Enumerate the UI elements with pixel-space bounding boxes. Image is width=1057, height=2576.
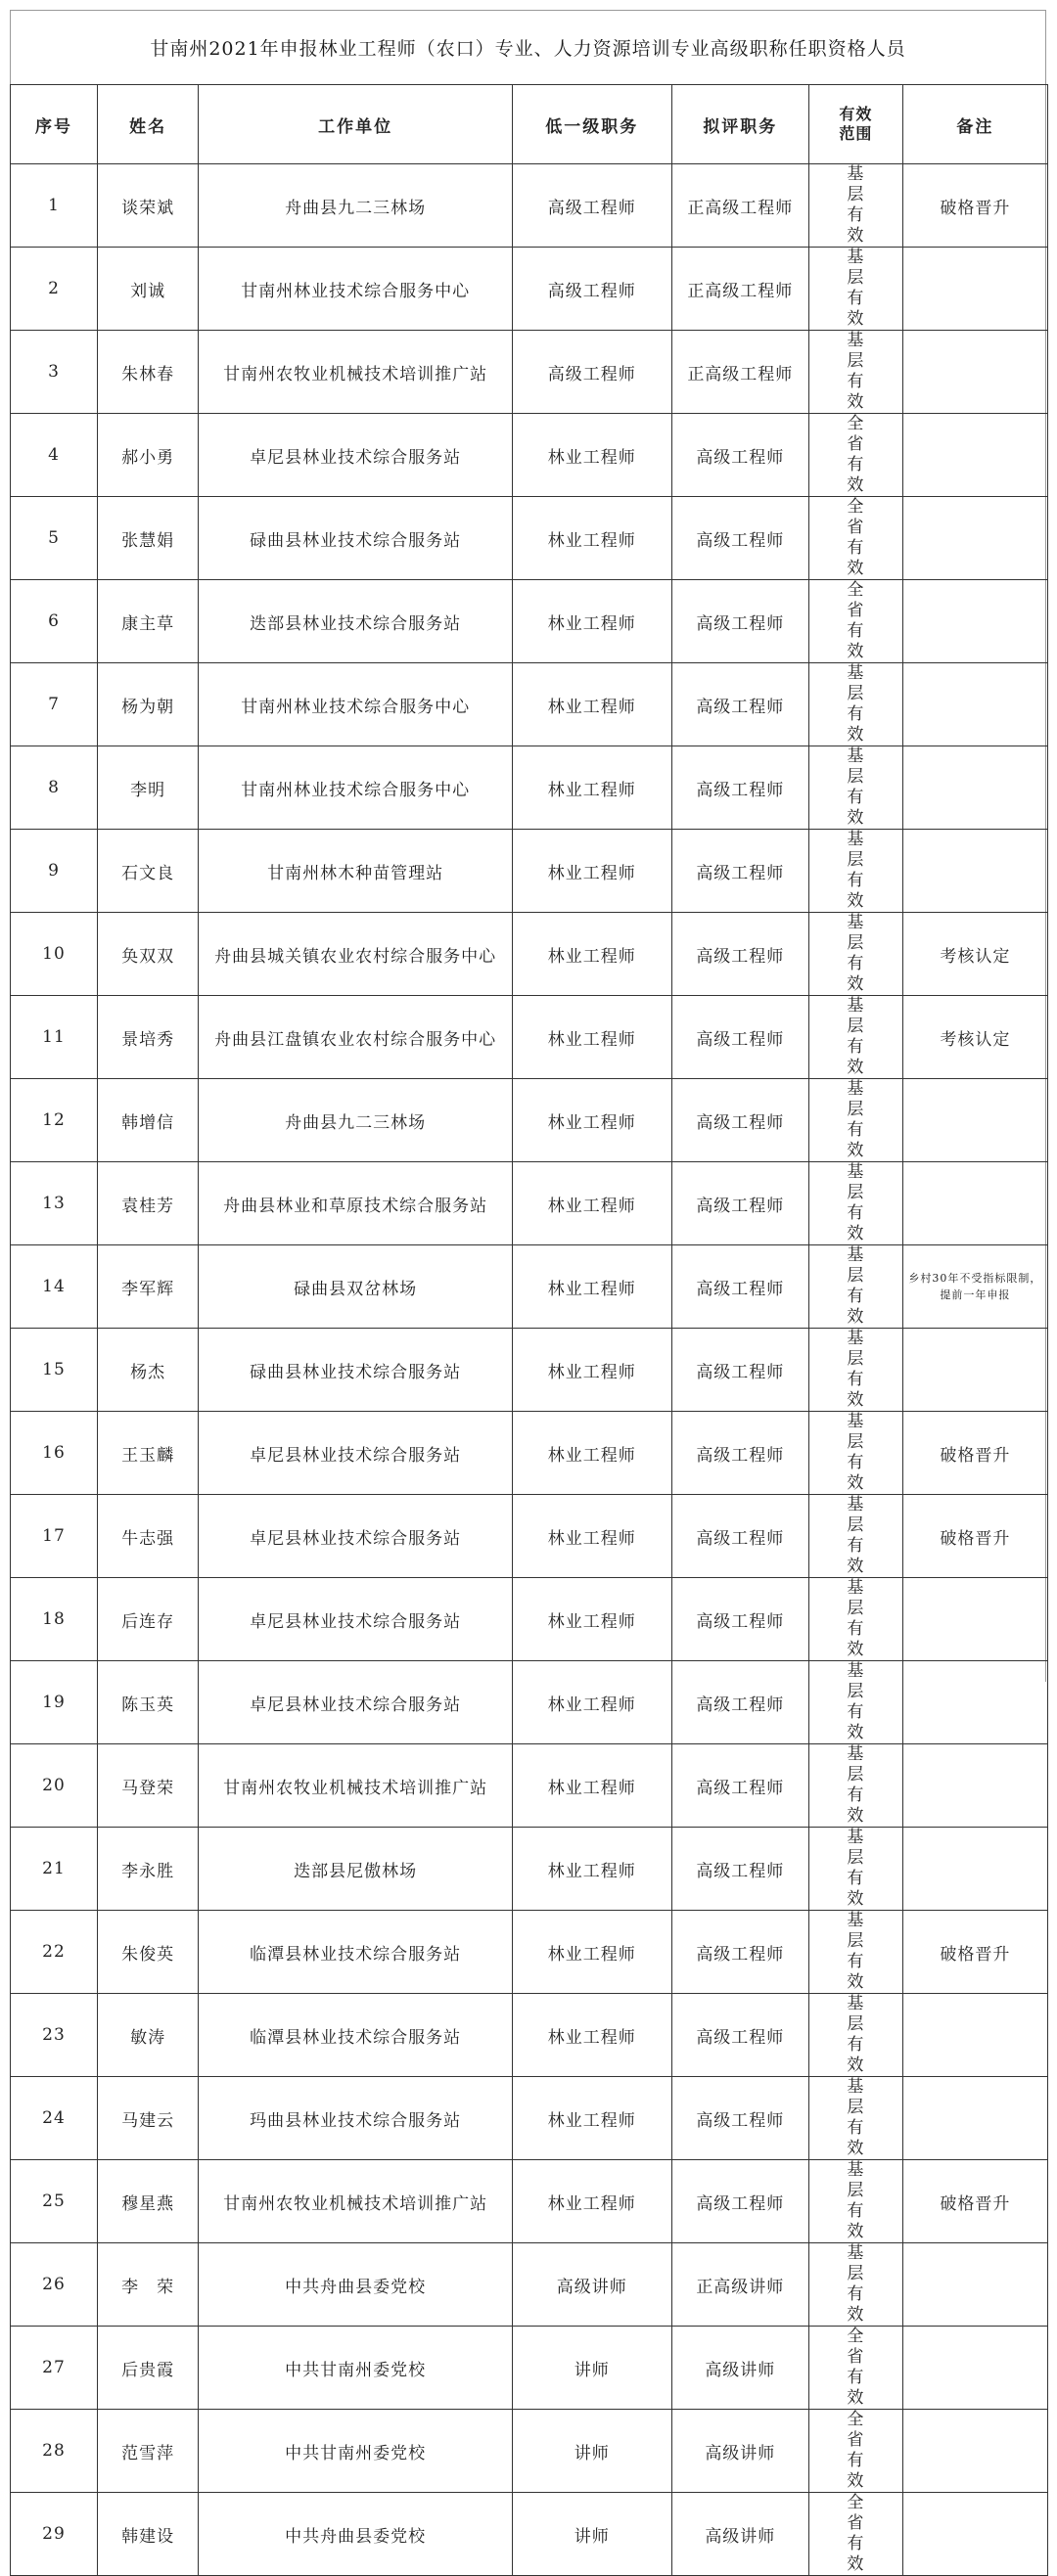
table-row bbox=[11, 2410, 1048, 2493]
cell-unit: 临潭县林业技术综合服务站 bbox=[199, 1994, 513, 2077]
cell-scope bbox=[809, 1079, 903, 1162]
table-row bbox=[11, 746, 1048, 830]
cell-unit: 卓尼县林业技术综合服务站 bbox=[199, 1412, 513, 1495]
cell-no: 13 bbox=[11, 1162, 98, 1245]
cell-target-title: 高级工程师 bbox=[671, 2077, 809, 2160]
cell-name: 康主草 bbox=[97, 580, 198, 663]
cell-prev-title: 讲师 bbox=[512, 2327, 671, 2410]
cell-prev-title: 林业工程师 bbox=[512, 1911, 671, 1994]
table-row bbox=[11, 830, 1048, 913]
cell-name: 李永胜 bbox=[97, 1828, 198, 1911]
cell-target-title: 高级讲师 bbox=[671, 2410, 809, 2493]
cell-no: 18 bbox=[11, 1578, 98, 1661]
cell-scope bbox=[809, 1495, 903, 1578]
header-scope bbox=[809, 85, 903, 164]
cell-no: 22 bbox=[11, 1911, 98, 1994]
cell-no: 19 bbox=[11, 1661, 98, 1744]
table-row bbox=[11, 1245, 1048, 1329]
cell-unit: 卓尼县林业技术综合服务站 bbox=[199, 414, 513, 497]
cell-name: 袁桂芳 bbox=[97, 1162, 198, 1245]
cell-name: 刘诚 bbox=[97, 248, 198, 331]
table-row bbox=[11, 1495, 1048, 1578]
cell-unit: 舟曲县九二三林场 bbox=[199, 1079, 513, 1162]
cell-scope bbox=[809, 2327, 903, 2410]
cell-prev-title: 林业工程师 bbox=[512, 1245, 671, 1329]
cell-no: 9 bbox=[11, 830, 98, 913]
cell-scope-text: 基层有效 bbox=[847, 1578, 865, 1659]
cell-unit: 甘南州林业技术综合服务中心 bbox=[199, 746, 513, 830]
cell-prev-title: 林业工程师 bbox=[512, 1162, 671, 1245]
cell-scope bbox=[809, 248, 903, 331]
cell-prev-title: 林业工程师 bbox=[512, 1828, 671, 1911]
cell-note: 乡村30年不受指标限制，提前一年申报 bbox=[902, 1245, 1047, 1329]
cell-name: 后连存 bbox=[97, 1578, 198, 1661]
cell-scope-text: 基层有效 bbox=[847, 248, 865, 329]
cell-scope-text: 基层有效 bbox=[847, 1661, 865, 1742]
table-row bbox=[11, 1661, 1048, 1744]
cell-prev-title: 林业工程师 bbox=[512, 830, 671, 913]
cell-prev-title: 林业工程师 bbox=[512, 580, 671, 663]
cell-unit: 甘南州林木种苗管理站 bbox=[199, 830, 513, 913]
cell-prev-title: 林业工程师 bbox=[512, 1079, 671, 1162]
cell-scope-text: 基层有效 bbox=[847, 1495, 865, 1576]
table-row bbox=[11, 913, 1048, 996]
table-row bbox=[11, 1994, 1048, 2077]
cell-note bbox=[902, 1661, 1047, 1744]
cell-scope bbox=[809, 1744, 903, 1828]
table-row bbox=[11, 663, 1048, 746]
cell-scope-text: 基层有效 bbox=[847, 996, 865, 1077]
cell-name: 谈荣斌 bbox=[97, 164, 198, 248]
cell-note: 破格晋升 bbox=[902, 1495, 1047, 1578]
cell-scope bbox=[809, 1162, 903, 1245]
cell-name: 朱俊英 bbox=[97, 1911, 198, 1994]
cell-note: 考核认定 bbox=[902, 913, 1047, 996]
cell-note bbox=[902, 2077, 1047, 2160]
cell-unit: 舟曲县林业和草原技术综合服务站 bbox=[199, 1162, 513, 1245]
cell-prev-title: 林业工程师 bbox=[512, 2160, 671, 2243]
cell-name: 杨为朝 bbox=[97, 663, 198, 746]
cell-no: 10 bbox=[11, 913, 98, 996]
cell-name: 马建云 bbox=[97, 2077, 198, 2160]
cell-unit: 舟曲县九二三林场 bbox=[199, 164, 513, 248]
cell-note bbox=[902, 2327, 1047, 2410]
cell-unit: 卓尼县林业技术综合服务站 bbox=[199, 1661, 513, 1744]
cell-note bbox=[902, 830, 1047, 913]
cell-prev-title: 林业工程师 bbox=[512, 414, 671, 497]
cell-target-title: 高级工程师 bbox=[671, 1495, 809, 1578]
table-row bbox=[11, 2160, 1048, 2243]
cell-name: 张慧娟 bbox=[97, 497, 198, 580]
cell-note: 破格晋升 bbox=[902, 1911, 1047, 1994]
cell-prev-title: 高级讲师 bbox=[512, 2243, 671, 2327]
cell-no: 23 bbox=[11, 1994, 98, 2077]
table-row bbox=[11, 1744, 1048, 1828]
cell-prev-title: 林业工程师 bbox=[512, 996, 671, 1079]
cell-unit: 碌曲县林业技术综合服务站 bbox=[199, 497, 513, 580]
cell-note: 破格晋升 bbox=[902, 164, 1047, 248]
cell-scope bbox=[809, 913, 903, 996]
cell-scope bbox=[809, 1578, 903, 1661]
cell-target-title: 高级工程师 bbox=[671, 996, 809, 1079]
table-row bbox=[11, 1412, 1048, 1495]
header-name: 姓名 bbox=[97, 85, 198, 164]
cell-scope bbox=[809, 331, 903, 414]
cell-unit: 卓尼县林业技术综合服务站 bbox=[199, 1495, 513, 1578]
cell-prev-title: 高级工程师 bbox=[512, 164, 671, 248]
cell-note bbox=[902, 248, 1047, 331]
cell-scope-text: 全省有效 bbox=[847, 2493, 865, 2574]
cell-target-title: 高级讲师 bbox=[671, 2327, 809, 2410]
cell-note bbox=[902, 1578, 1047, 1661]
cell-target-title: 高级工程师 bbox=[671, 746, 809, 830]
cell-name: 穆星燕 bbox=[97, 2160, 198, 2243]
cell-scope-text: 基层有效 bbox=[847, 663, 865, 745]
cell-prev-title: 林业工程师 bbox=[512, 746, 671, 830]
cell-name: 景培秀 bbox=[97, 996, 198, 1079]
cell-scope bbox=[809, 746, 903, 830]
cell-scope-text: 全省有效 bbox=[847, 580, 865, 661]
cell-note bbox=[902, 663, 1047, 746]
table-row bbox=[11, 1578, 1048, 1661]
table-row bbox=[11, 1911, 1048, 1994]
cell-unit: 甘南州农牧业机械技术培训推广站 bbox=[199, 331, 513, 414]
cell-scope bbox=[809, 830, 903, 913]
cell-name: 李军辉 bbox=[97, 1245, 198, 1329]
cell-no: 7 bbox=[11, 663, 98, 746]
cell-target-title: 正高级工程师 bbox=[671, 331, 809, 414]
cell-prev-title: 高级工程师 bbox=[512, 331, 671, 414]
cell-no: 24 bbox=[11, 2077, 98, 2160]
cell-target-title: 高级工程师 bbox=[671, 497, 809, 580]
cell-scope-text: 基层有效 bbox=[847, 746, 865, 828]
cell-scope bbox=[809, 414, 903, 497]
cell-no: 20 bbox=[11, 1744, 98, 1828]
cell-no: 1 bbox=[11, 164, 98, 248]
cell-name: 后贵霞 bbox=[97, 2327, 198, 2410]
cell-target-title: 高级工程师 bbox=[671, 830, 809, 913]
cell-unit: 舟曲县城关镇农业农村综合服务中心 bbox=[199, 913, 513, 996]
cell-scope-text: 基层有效 bbox=[847, 2077, 865, 2158]
cell-name: 韩增信 bbox=[97, 1079, 198, 1162]
cell-scope bbox=[809, 1329, 903, 1412]
cell-scope-text: 基层有效 bbox=[847, 1828, 865, 1909]
cell-scope bbox=[809, 2243, 903, 2327]
cell-note: 考核认定 bbox=[902, 996, 1047, 1079]
cell-prev-title: 林业工程师 bbox=[512, 1412, 671, 1495]
table-row bbox=[11, 580, 1048, 663]
table-row bbox=[11, 164, 1048, 248]
table-row bbox=[11, 1329, 1048, 1412]
cell-no: 3 bbox=[11, 331, 98, 414]
cell-no: 14 bbox=[11, 1245, 98, 1329]
cell-unit: 甘南州农牧业机械技术培训推广站 bbox=[199, 1744, 513, 1828]
table-row bbox=[11, 1828, 1048, 1911]
cell-target-title: 正高级讲师 bbox=[671, 2243, 809, 2327]
table-row bbox=[11, 1162, 1048, 1245]
cell-scope bbox=[809, 663, 903, 746]
cell-prev-title: 林业工程师 bbox=[512, 1661, 671, 1744]
header-note: 备注 bbox=[902, 85, 1047, 164]
table-row bbox=[11, 2493, 1048, 2576]
cell-unit: 甘南州农牧业机械技术培训推广站 bbox=[199, 2160, 513, 2243]
cell-no: 29 bbox=[11, 2493, 98, 2576]
cell-scope bbox=[809, 580, 903, 663]
cell-scope bbox=[809, 164, 903, 248]
cell-unit: 中共甘南州委党校 bbox=[199, 2327, 513, 2410]
cell-target-title: 高级工程师 bbox=[671, 1079, 809, 1162]
cell-prev-title: 林业工程师 bbox=[512, 2077, 671, 2160]
table-header-row bbox=[11, 85, 1048, 164]
cell-unit: 中共舟曲县委党校 bbox=[199, 2493, 513, 2576]
cell-scope-text: 基层有效 bbox=[847, 2243, 865, 2325]
table-row bbox=[11, 1079, 1048, 1162]
cell-scope bbox=[809, 2493, 903, 2576]
table-body bbox=[11, 164, 1048, 2576]
cell-no: 15 bbox=[11, 1329, 98, 1412]
cell-target-title: 正高级工程师 bbox=[671, 248, 809, 331]
cell-note: 破格晋升 bbox=[902, 2160, 1047, 2243]
cell-name: 郝小勇 bbox=[97, 414, 198, 497]
cell-prev-title: 林业工程师 bbox=[512, 1495, 671, 1578]
cell-scope-text: 全省有效 bbox=[847, 2327, 865, 2408]
cell-scope bbox=[809, 1245, 903, 1329]
cell-name: 王玉麟 bbox=[97, 1412, 198, 1495]
cell-target-title: 高级工程师 bbox=[671, 1412, 809, 1495]
cell-scope bbox=[809, 1911, 903, 1994]
cell-scope bbox=[809, 2410, 903, 2493]
cell-name: 杨杰 bbox=[97, 1329, 198, 1412]
cell-target-title: 高级工程师 bbox=[671, 663, 809, 746]
cell-no: 27 bbox=[11, 2327, 98, 2410]
cell-target-title: 高级工程师 bbox=[671, 1744, 809, 1828]
table-row bbox=[11, 2243, 1048, 2327]
header-no: 序号 bbox=[11, 85, 98, 164]
cell-prev-title: 林业工程师 bbox=[512, 663, 671, 746]
cell-no: 12 bbox=[11, 1079, 98, 1162]
cell-name: 牛志强 bbox=[97, 1495, 198, 1578]
cell-note bbox=[902, 1828, 1047, 1911]
cell-name: 陈玉英 bbox=[97, 1661, 198, 1744]
cell-scope-text: 基层有效 bbox=[847, 164, 865, 246]
cell-scope bbox=[809, 2077, 903, 2160]
cell-note bbox=[902, 331, 1047, 414]
cell-no: 17 bbox=[11, 1495, 98, 1578]
cell-scope-text: 基层有效 bbox=[847, 1245, 865, 1327]
cell-scope-text: 基层有效 bbox=[847, 1162, 865, 1243]
cell-unit: 甘南州林业技术综合服务中心 bbox=[199, 248, 513, 331]
cell-note bbox=[902, 2493, 1047, 2576]
cell-target-title: 高级讲师 bbox=[671, 2493, 809, 2576]
cell-scope-text: 基层有效 bbox=[847, 1744, 865, 1826]
cell-name: 马登荣 bbox=[97, 1744, 198, 1828]
cell-scope-text: 基层有效 bbox=[847, 1079, 865, 1160]
cell-target-title: 正高级工程师 bbox=[671, 164, 809, 248]
cell-scope bbox=[809, 1994, 903, 2077]
cell-prev-title: 讲师 bbox=[512, 2410, 671, 2493]
cell-unit: 碌曲县双岔林场 bbox=[199, 1245, 513, 1329]
table-row bbox=[11, 2327, 1048, 2410]
cell-unit: 迭部县林业技术综合服务站 bbox=[199, 580, 513, 663]
cell-no: 4 bbox=[11, 414, 98, 497]
cell-prev-title: 林业工程师 bbox=[512, 1578, 671, 1661]
cell-prev-title: 高级工程师 bbox=[512, 248, 671, 331]
cell-scope-text: 基层有效 bbox=[847, 2160, 865, 2241]
header-target-title: 拟评职务 bbox=[671, 85, 809, 164]
document-title: 甘南州2021年申报林业工程师（农口）专业、人力资源培训专业高级职称任职资格人员 bbox=[150, 37, 906, 60]
cell-name: 范雪萍 bbox=[97, 2410, 198, 2493]
cell-note bbox=[902, 1329, 1047, 1412]
header-scope-label: 有效 范围 bbox=[839, 105, 873, 143]
cell-target-title: 高级工程师 bbox=[671, 1162, 809, 1245]
cell-scope bbox=[809, 497, 903, 580]
cell-name: 朱林春 bbox=[97, 331, 198, 414]
cell-note bbox=[902, 497, 1047, 580]
cell-note bbox=[902, 1744, 1047, 1828]
cell-prev-title: 林业工程师 bbox=[512, 1744, 671, 1828]
cell-note bbox=[902, 746, 1047, 830]
cell-scope-text: 基层有效 bbox=[847, 1329, 865, 1410]
cell-scope-text: 基层有效 bbox=[847, 1412, 865, 1493]
cell-unit: 卓尼县林业技术综合服务站 bbox=[199, 1578, 513, 1661]
cell-note bbox=[902, 2410, 1047, 2493]
cell-name: 石文良 bbox=[97, 830, 198, 913]
cell-no: 26 bbox=[11, 2243, 98, 2327]
cell-name: 韩建设 bbox=[97, 2493, 198, 2576]
cell-target-title: 高级工程师 bbox=[671, 1661, 809, 1744]
cell-scope bbox=[809, 1661, 903, 1744]
cell-scope bbox=[809, 1828, 903, 1911]
cell-scope-text: 基层有效 bbox=[847, 1994, 865, 2075]
cell-scope-text: 基层有效 bbox=[847, 331, 865, 412]
cell-prev-title: 林业工程师 bbox=[512, 497, 671, 580]
cell-target-title: 高级工程师 bbox=[671, 1329, 809, 1412]
cell-scope-text: 基层有效 bbox=[847, 913, 865, 994]
header-unit: 工作单位 bbox=[199, 85, 513, 164]
cell-no: 21 bbox=[11, 1828, 98, 1911]
cell-note bbox=[902, 1994, 1047, 2077]
cell-prev-title: 林业工程师 bbox=[512, 1994, 671, 2077]
cell-scope-text: 全省有效 bbox=[847, 414, 865, 495]
cell-scope bbox=[809, 996, 903, 1079]
cell-note bbox=[902, 1079, 1047, 1162]
cell-scope bbox=[809, 2160, 903, 2243]
cell-unit: 中共舟曲县委党校 bbox=[199, 2243, 513, 2327]
cell-target-title: 高级工程师 bbox=[671, 913, 809, 996]
cell-prev-title: 林业工程师 bbox=[512, 1329, 671, 1412]
cell-target-title: 高级工程师 bbox=[671, 414, 809, 497]
table-row bbox=[11, 497, 1048, 580]
cell-target-title: 高级工程师 bbox=[671, 1911, 809, 1994]
cell-target-title: 高级工程师 bbox=[671, 2160, 809, 2243]
cell-name: 李明 bbox=[97, 746, 198, 830]
cell-no: 11 bbox=[11, 996, 98, 1079]
header-prev-title: 低一级职务 bbox=[512, 85, 671, 164]
cell-scope bbox=[809, 1412, 903, 1495]
table-row bbox=[11, 2077, 1048, 2160]
cell-no: 2 bbox=[11, 248, 98, 331]
cell-unit: 碌曲县林业技术综合服务站 bbox=[199, 1329, 513, 1412]
cell-scope-text: 基层有效 bbox=[847, 830, 865, 911]
cell-scope-text: 全省有效 bbox=[847, 497, 865, 578]
cell-target-title: 高级工程师 bbox=[671, 1578, 809, 1661]
cell-unit: 迭部县尼傲林场 bbox=[199, 1828, 513, 1911]
cell-no: 16 bbox=[11, 1412, 98, 1495]
cell-prev-title: 林业工程师 bbox=[512, 913, 671, 996]
cell-target-title: 高级工程师 bbox=[671, 580, 809, 663]
cell-scope-text: 基层有效 bbox=[847, 1911, 865, 1992]
cell-no: 28 bbox=[11, 2410, 98, 2493]
cell-name: 奂双双 bbox=[97, 913, 198, 996]
cell-unit: 临潭县林业技术综合服务站 bbox=[199, 1911, 513, 1994]
cell-unit: 中共甘南州委党校 bbox=[199, 2410, 513, 2493]
cell-target-title: 高级工程师 bbox=[671, 1828, 809, 1911]
table-row bbox=[11, 331, 1048, 414]
table-row bbox=[11, 996, 1048, 1079]
cell-no: 8 bbox=[11, 746, 98, 830]
cell-note bbox=[902, 1162, 1047, 1245]
cell-note bbox=[902, 2243, 1047, 2327]
cell-note: 破格晋升 bbox=[902, 1412, 1047, 1495]
cell-note bbox=[902, 414, 1047, 497]
table-row bbox=[11, 414, 1048, 497]
personnel-table bbox=[10, 84, 1048, 2576]
cell-no: 25 bbox=[11, 2160, 98, 2243]
cell-unit: 甘南州林业技术综合服务中心 bbox=[199, 663, 513, 746]
table-row bbox=[11, 248, 1048, 331]
cell-unit: 舟曲县江盘镇农业农村综合服务中心 bbox=[199, 996, 513, 1079]
cell-unit: 玛曲县林业技术综合服务站 bbox=[199, 2077, 513, 2160]
cell-note bbox=[902, 580, 1047, 663]
cell-name: 敏涛 bbox=[97, 1994, 198, 2077]
cell-prev-title: 讲师 bbox=[512, 2493, 671, 2576]
cell-no: 5 bbox=[11, 497, 98, 580]
cell-scope-text: 全省有效 bbox=[847, 2410, 865, 2491]
cell-no: 6 bbox=[11, 580, 98, 663]
cell-name: 李 荣 bbox=[97, 2243, 198, 2327]
cell-target-title: 高级工程师 bbox=[671, 1245, 809, 1329]
cell-target-title: 高级工程师 bbox=[671, 1994, 809, 2077]
